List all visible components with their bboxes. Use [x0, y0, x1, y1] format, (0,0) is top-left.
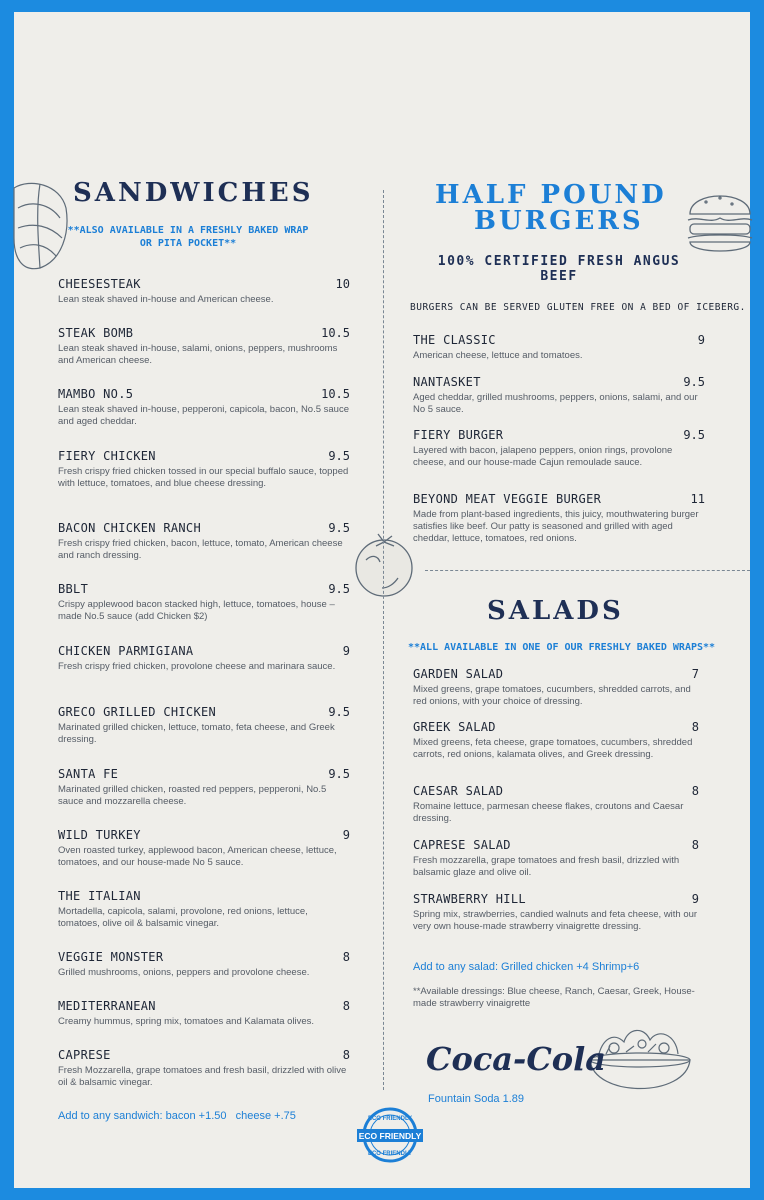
menu-item-price: 9	[697, 333, 705, 347]
burgers-title-line2: BURGERS	[474, 206, 644, 236]
coca-cola-logo: Coca-Cola	[426, 1040, 607, 1078]
menu-item-description: Fresh Mozzarella, grape tomatoes and fresh basil, drizzled with olive oil & balsamic vinegar.	[58, 1065, 347, 1088]
menu-item-price: 9	[691, 892, 699, 906]
menu-item-price: 8	[342, 950, 350, 964]
menu-item	[413, 838, 699, 879]
menu-item-price: 8	[691, 838, 699, 852]
menu-item-description: Romaine lettuce, parmesan cheese flakes, croutons and Caesar dressing.	[413, 801, 684, 824]
menu-item-description: Lean steak shaved in-house and American cheese.	[58, 294, 274, 305]
menu-item-description: Made from plant-based ingredients, this juicy, mouthwatering burger satisfies like beef. Our patty is seasoned and grilled with aged cheddar, lettuce, tomatoes, red onions.	[413, 509, 699, 544]
menu-item-name: CAPRESE	[58, 1048, 111, 1062]
salad-addon: Add to any salad: Grilled chicken +4 Shrimp+6	[413, 961, 640, 973]
menu-item-description: Spring mix, strawberries, candied walnuts and feta cheese, with our very own house-made strawberry vinaigrette dressing.	[413, 909, 698, 932]
menu-item-description: Fresh crispy fried chicken, bacon, lettuce, tomato, American cheese and ranch dressing.	[58, 538, 343, 561]
menu-item-name: BACON CHICKEN RANCH	[58, 521, 201, 535]
tomato-illustration	[348, 528, 420, 600]
menu-item	[58, 582, 350, 623]
column-divider	[383, 190, 384, 1090]
menu-item-name: BBLT	[58, 582, 89, 596]
menu-item-description: Lean steak shaved in-house, salami, onions, peppers, mushrooms and American cheese.	[58, 343, 338, 366]
burger-illustration	[686, 182, 754, 260]
salads-title: SALADS	[487, 596, 624, 626]
salad-dressings: **Available dressings: Blue cheese, Ranch, Caesar, Greek, House-made strawberry vinaigrette	[413, 986, 695, 1009]
menu-item-price: 9.5	[328, 705, 350, 719]
menu-item	[58, 999, 350, 1028]
menu-item	[413, 375, 705, 416]
menu-item-description: Crispy applewood bacon stacked high, lettuce, tomatoes, house –made No.5 sauce (add Chicken $2)	[58, 599, 335, 622]
menu-item	[58, 387, 350, 428]
menu-item	[413, 892, 699, 933]
menu-item-price: 9	[342, 828, 350, 842]
menu-item-name: WILD TURKEY	[58, 828, 141, 842]
menu-item-price: 7	[691, 667, 699, 681]
menu-item-description: Fresh crispy fried chicken, provolone cheese and marinara sauce.	[58, 661, 336, 672]
svg-text:ECO FRIENDLY: ECO FRIENDLY	[367, 1116, 413, 1122]
menu-item-name: FIERY CHICKEN	[58, 449, 156, 463]
menu-item-description: Lean steak shaved in-house, pepperoni, capicola, bacon, No.5 sauce and aged cheddar.	[58, 404, 350, 427]
burgers-subtitle: 100% CERTIFIED FRESH ANGUS BEEF	[437, 254, 681, 284]
menu-item	[58, 705, 350, 746]
menu-item-price: 8	[691, 784, 699, 798]
menu-item-name: FIERY BURGER	[413, 428, 504, 442]
menu-item-name: THE ITALIAN	[58, 889, 141, 903]
menu-item-name: STEAK BOMB	[58, 326, 134, 340]
menu-item-price: 8	[691, 720, 699, 734]
burgers-title-line1: HALF POUND	[435, 180, 667, 210]
menu-item-price: 9.5	[328, 582, 350, 596]
menu-item	[413, 333, 705, 362]
menu-item-description: Mixed greens, feta cheese, grape tomatoes, cucumbers, shredded carrots, red onions, kalamata olives, and Greek dressing.	[413, 737, 693, 760]
menu-item-name: SANTA FE	[58, 767, 119, 781]
menu-item-description: Marinated grilled chicken, lettuce, tomato, feta cheese, and Greek dressing.	[58, 722, 335, 745]
menu-item	[413, 667, 699, 708]
menu-item	[58, 277, 350, 306]
menu-item-price: 10	[335, 277, 350, 291]
menu-item	[58, 889, 350, 930]
menu-item-name: MAMBO NO.5	[58, 387, 134, 401]
menu-item-description: American cheese, lettuce and tomatoes.	[413, 350, 583, 361]
menu-item-name: NANTASKET	[413, 375, 481, 389]
menu-item-description: Marinated grilled chicken, roasted red peppers, pepperoni, No.5 sauce and mozzarella cheese.	[58, 784, 327, 807]
lettuce-illustration	[10, 178, 70, 273]
menu-item	[58, 326, 350, 367]
menu-item-price: 9	[342, 644, 350, 658]
menu-item-name: BEYOND MEAT VEGGIE BURGER	[413, 492, 602, 506]
menu-item-description: Oven roasted turkey, applewood bacon, American cheese, lettuce, tomatoes, and our house-made No 5 sauce.	[58, 845, 337, 868]
section-divider	[425, 570, 750, 571]
fountain-soda: Fountain Soda 1.89	[428, 1093, 525, 1105]
svg-text:ECO FRIENDLY: ECO FRIENDLY	[367, 1151, 413, 1157]
menu-item-description: Fresh crispy fried chicken tossed in our special buffalo sauce, topped with lettuce, tomatoes, and blue cheese dressing.	[58, 466, 349, 489]
menu-item-price: 9.5	[683, 375, 705, 389]
menu-item	[58, 828, 350, 869]
menu-item	[58, 644, 350, 673]
menu-item-price: 9.5	[683, 428, 705, 442]
menu-item-description: Creamy hummus, spring mix, tomatoes and Kalamata olives.	[58, 1016, 315, 1027]
menu-item	[413, 492, 705, 545]
menu-item-name: GRECO GRILLED CHICKEN	[58, 705, 217, 719]
menu-item-price: 10.5	[321, 387, 350, 401]
menu-item-description: Mortadella, capicola, salami, provolone, red onions, lettuce, tomatoes, olive oil & balsamic vinegar.	[58, 906, 308, 929]
menu-item	[413, 720, 699, 761]
menu-item-description: Mixed greens, grape tomatoes, cucumbers, shredded carrots, and red onions, with your choice of dressing.	[413, 684, 691, 707]
salads-wrap-note: **ALL AVAILABLE IN ONE OF OUR FRESHLY BAKED WRAPS**	[408, 642, 716, 653]
burgers-gluten-note: BURGERS CAN BE SERVED GLUTEN FREE ON A BED OF ICEBERG.	[410, 302, 746, 313]
menu-item-price: 11	[690, 492, 705, 506]
menu-item-name: CHEESESTEAK	[58, 277, 141, 291]
menu-item-price: 9.5	[328, 449, 350, 463]
menu-item-name: GARDEN SALAD	[413, 667, 504, 681]
menu-item	[413, 428, 705, 469]
menu-item	[58, 950, 350, 979]
menu-item-description: Fresh mozzarella, grape tomatoes and fresh basil, drizzled with balsamic glaze and olive oil.	[413, 855, 680, 878]
menu-item-name: CAESAR SALAD	[413, 784, 504, 798]
menu-item-price: 8	[342, 1048, 350, 1062]
menu-item-name: STRAWBERRY HILL	[413, 892, 526, 906]
menu-item-name: THE CLASSIC	[413, 333, 496, 347]
sandwiches-wrap-note: **ALSO AVAILABLE IN A FRESHLY BAKED WRAP OR PITA POCKET**	[67, 225, 309, 249]
menu-item-name: CHICKEN PARMIGIANA	[58, 644, 194, 658]
menu-item-description: Grilled mushrooms, onions, peppers and provolone cheese.	[58, 967, 310, 978]
eco-friendly-badge	[355, 1105, 425, 1165]
menu-item-price: 10.5	[321, 326, 350, 340]
menu-item-description: Layered with bacon, jalapeno peppers, onion rings, provolone cheese, and our house-made Cajun remoulade sauce.	[413, 445, 673, 468]
menu-item-price: 8	[342, 999, 350, 1013]
menu-item-price: 9.5	[328, 767, 350, 781]
menu-item	[58, 767, 350, 808]
sandwiches-title: SANDWICHES	[73, 178, 314, 208]
menu-item	[413, 784, 699, 825]
menu-item-name: VEGGIE MONSTER	[58, 950, 164, 964]
menu-item-name: MEDITERRANEAN	[58, 999, 156, 1013]
svg-text:ECO FRIENDLY: ECO FRIENDLY	[358, 1131, 422, 1141]
menu-item-price: 9.5	[328, 521, 350, 535]
menu-item-name: GREEK SALAD	[413, 720, 496, 734]
menu-item	[58, 521, 350, 562]
menu-item	[58, 1048, 350, 1089]
menu-item-description: Aged cheddar, grilled mushrooms, peppers, onions, salami, and our No 5 sauce.	[413, 392, 698, 415]
menu-item-name: CAPRESE SALAD	[413, 838, 511, 852]
menu-item	[58, 449, 350, 490]
sandwich-addon: Add to any sandwich: bacon +1.50 cheese +.75	[58, 1110, 296, 1122]
